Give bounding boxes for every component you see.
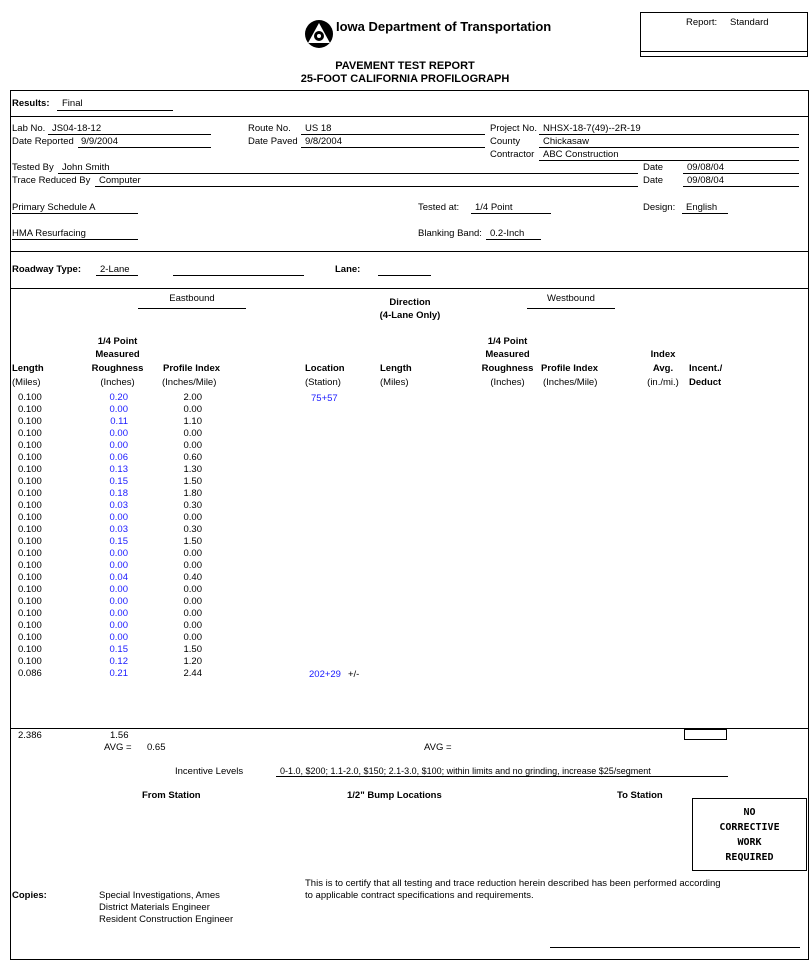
start-station: 75+57 xyxy=(311,393,338,404)
cell-rough: 0.00 xyxy=(109,560,128,571)
lane-label: Lane: xyxy=(335,264,361,275)
col-profile-index-unit: (Inches/Mile) xyxy=(162,377,217,388)
cell-length: 0.086 xyxy=(18,668,42,679)
notice-line-2: CORRECTIVE xyxy=(719,822,780,833)
col-index-unit: (in./mi.) xyxy=(647,377,679,388)
county: Chickasaw xyxy=(543,136,589,147)
cell-length: 0.100 xyxy=(18,452,42,463)
cell-rough: 0.18 xyxy=(109,488,128,499)
cell-length: 0.100 xyxy=(18,476,42,487)
date-reported: 9/9/2004 xyxy=(81,136,118,147)
agency-name: Iowa Department of Transportation xyxy=(336,19,552,34)
total-roughness: 1.56 xyxy=(110,730,129,741)
cell-pi: 0.00 xyxy=(183,596,202,607)
cell-rough: 0.13 xyxy=(109,464,128,475)
report-type-box xyxy=(640,12,808,57)
route-no: US 18 xyxy=(305,123,332,134)
date-label-2: Date xyxy=(643,175,664,186)
cell-length: 0.100 xyxy=(18,644,42,655)
cell-pi: 0.00 xyxy=(183,440,202,451)
dot-logo-icon xyxy=(304,19,334,49)
cell-pi: 0.00 xyxy=(183,620,202,631)
signature-line xyxy=(550,947,800,948)
incentive-levels: 0-1.0, $200; 1.1-2.0, $150; 2.1-3.0, $100; within limits and no grinding, increase $25/segment xyxy=(280,766,651,776)
notice-line-3: WORK xyxy=(737,837,762,848)
cell-pi: 1.50 xyxy=(183,476,202,487)
roadway-type: 2-Lane xyxy=(100,264,130,275)
cell-length: 0.100 xyxy=(18,488,42,499)
col-profile-index-2-unit: (Inches/Mile) xyxy=(543,377,598,388)
cell-rough: 0.15 xyxy=(109,476,128,487)
date-reported-label: Date Reported xyxy=(12,136,74,147)
contractor-label: Contractor xyxy=(490,149,535,160)
county-label: County xyxy=(490,136,521,147)
col-rough2-1: 1/4 Point xyxy=(487,336,528,347)
cell-rough: 0.03 xyxy=(109,500,128,511)
direction-label: Direction xyxy=(389,297,431,308)
cell-rough: 0.00 xyxy=(109,596,128,607)
end-station: 202+29 xyxy=(309,669,341,680)
results-label: Results: xyxy=(12,98,50,109)
date-tested: 09/08/04 xyxy=(687,162,724,173)
cell-pi: 0.40 xyxy=(183,572,202,583)
col-location: Location xyxy=(305,363,345,374)
col-length-2-unit: (Miles) xyxy=(380,377,409,388)
cell-length: 0.100 xyxy=(18,524,42,535)
cell-pi: 0.00 xyxy=(183,584,202,595)
cell-pi: 1.20 xyxy=(183,656,202,667)
col-rough2-3: Roughness xyxy=(481,363,534,374)
cell-pi: 0.00 xyxy=(183,608,202,619)
cell-pi: 1.30 xyxy=(183,464,202,475)
cell-pi: 1.80 xyxy=(183,488,202,499)
cell-length: 0.100 xyxy=(18,620,42,631)
cell-length: 0.100 xyxy=(18,512,42,523)
route-no-label: Route No. xyxy=(248,123,291,134)
cell-length: 0.100 xyxy=(18,464,42,475)
total-length: 2.386 xyxy=(18,730,42,741)
cell-rough: 0.12 xyxy=(109,656,128,667)
project-no: NHSX-18-7(49)--2R-19 xyxy=(543,123,641,134)
report-label: Report: xyxy=(686,17,718,28)
cell-pi: 0.30 xyxy=(183,500,202,511)
cell-rough: 0.20 xyxy=(109,392,128,403)
col-length-2: Length xyxy=(380,363,412,374)
cell-rough: 0.00 xyxy=(109,548,128,559)
col-rough-1: 1/4 Point xyxy=(97,336,138,347)
tested-at: 1/4 Point xyxy=(475,202,513,213)
col-length: Length xyxy=(12,363,44,374)
col-incent-1: Incent./ xyxy=(689,363,723,374)
avg-label-2: AVG = xyxy=(424,742,452,753)
cell-rough: 0.15 xyxy=(109,644,128,655)
cell-pi: 0.30 xyxy=(183,524,202,535)
col-rough2-2: Measured xyxy=(485,349,530,360)
report-value: Standard xyxy=(730,17,769,28)
cell-pi: 0.00 xyxy=(183,428,202,439)
eastbound-label: Eastbound xyxy=(169,293,215,304)
tested-at-label: Tested at: xyxy=(418,202,460,213)
cell-length: 0.100 xyxy=(18,536,42,547)
col-rough-3: Roughness xyxy=(91,363,144,374)
roadway-type-label: Roadway Type: xyxy=(12,264,81,275)
westbound-label: Westbound xyxy=(547,293,595,304)
cell-length: 0.100 xyxy=(18,428,42,439)
cell-rough: 0.04 xyxy=(109,572,128,583)
to-station-label: To Station xyxy=(617,790,663,801)
col-index-1: Index xyxy=(650,349,676,360)
avg-label: AVG = xyxy=(104,742,132,753)
cell-rough: 0.00 xyxy=(109,584,128,595)
report-frame xyxy=(10,90,809,960)
profile-index-column xyxy=(180,392,202,680)
cell-pi: 0.00 xyxy=(183,404,202,415)
lab-no: JS04-18-12 xyxy=(52,123,102,134)
notice-line-1: NO xyxy=(743,807,756,818)
avg-value: 0.65 xyxy=(147,742,166,753)
cell-length: 0.100 xyxy=(18,572,42,583)
report-title-2: 25-FOOT CALIFORNIA PROFILOGRAPH xyxy=(300,73,510,85)
blanking-band-label: Blanking Band: xyxy=(418,228,482,239)
cell-length: 0.100 xyxy=(18,392,42,403)
surfacing-type: HMA Resurfacing xyxy=(12,228,86,239)
lab-no-label: Lab No. xyxy=(12,123,46,134)
cell-length: 0.100 xyxy=(18,416,42,427)
from-station-label: From Station xyxy=(142,790,201,801)
cell-pi: 1.10 xyxy=(183,416,202,427)
cell-length: 0.100 xyxy=(18,500,42,511)
cell-pi: 2.44 xyxy=(183,668,202,679)
col-profile-index: Profile Index xyxy=(163,363,221,374)
cell-rough: 0.00 xyxy=(109,620,128,631)
cell-rough: 0.15 xyxy=(109,536,128,547)
trace-reduced: Computer xyxy=(99,175,141,186)
cell-rough: 0.11 xyxy=(110,416,128,427)
date-paved: 9/8/2004 xyxy=(305,136,342,147)
cell-length: 0.100 xyxy=(18,656,42,667)
contractor: ABC Construction xyxy=(543,149,619,160)
copies-label: Copies: xyxy=(12,890,47,901)
corrective-work-notice xyxy=(692,798,807,871)
col-rough-unit: (Inches) xyxy=(100,377,135,388)
design-label: Design: xyxy=(643,202,676,213)
date-label-1: Date xyxy=(643,162,664,173)
cell-rough: 0.06 xyxy=(109,452,128,463)
cell-rough: 0.00 xyxy=(109,608,128,619)
col-incent-2: Deduct xyxy=(689,377,722,388)
trace-reduced-label: Trace Reduced By xyxy=(12,175,91,186)
cell-length: 0.100 xyxy=(18,596,42,607)
cell-rough: 0.00 xyxy=(109,440,128,451)
cell-pi: 0.00 xyxy=(183,632,202,643)
cell-pi: 1.50 xyxy=(183,536,202,547)
cell-pi: 2.00 xyxy=(183,392,202,403)
copy-recipient-2: District Materials Engineer xyxy=(99,902,210,913)
cell-length: 0.100 xyxy=(18,548,42,559)
cell-rough: 0.00 xyxy=(109,428,128,439)
cell-pi: 0.60 xyxy=(183,452,202,463)
col-rough2-unit: (Inches) xyxy=(490,377,525,388)
col-rough-2: Measured xyxy=(95,349,140,360)
end-station-suffix: +/- xyxy=(348,669,360,680)
copy-recipient-1: Special Investigations, Ames xyxy=(99,890,220,901)
project-no-label: Project No. xyxy=(490,123,537,134)
col-profile-index-2: Profile Index xyxy=(541,363,599,374)
direction-sublabel: (4-Lane Only) xyxy=(379,310,441,321)
cell-pi: 1.50 xyxy=(183,644,202,655)
cell-length: 0.100 xyxy=(18,608,42,619)
cell-pi: 0.00 xyxy=(183,560,202,571)
primary-schedule: Primary Schedule A xyxy=(12,202,96,213)
cell-pi: 0.00 xyxy=(183,548,202,559)
cell-length: 0.100 xyxy=(18,440,42,451)
date-paved-label: Date Paved xyxy=(248,136,298,147)
blanking-band: 0.2-Inch xyxy=(490,228,525,239)
col-length-unit: (Miles) xyxy=(12,377,41,388)
incentive-label: Incentive Levels xyxy=(175,766,244,777)
incentive-total-box xyxy=(684,729,727,740)
cell-length: 0.100 xyxy=(18,560,42,571)
date-reduced: 09/08/04 xyxy=(687,175,724,186)
length-column xyxy=(18,392,42,680)
cell-rough: 0.03 xyxy=(109,524,128,535)
col-index-2: Avg. xyxy=(652,363,674,374)
report-title-1: PAVEMENT TEST REPORT xyxy=(335,60,475,72)
notice-line-4: REQUIRED xyxy=(725,852,774,863)
cell-length: 0.100 xyxy=(18,632,42,643)
tested-by-label: Tested By xyxy=(12,162,54,173)
cell-rough: 0.21 xyxy=(109,668,128,679)
certification-line-1: This is to certify that all testing and trace reduction herein described has been performed according xyxy=(305,878,721,889)
cell-length: 0.100 xyxy=(18,584,42,595)
cell-length: 0.100 xyxy=(18,404,42,415)
cell-rough: 0.00 xyxy=(109,404,128,415)
copy-recipient-3: Resident Construction Engineer xyxy=(99,914,234,925)
roughness-column xyxy=(100,392,128,680)
cell-rough: 0.00 xyxy=(109,512,128,523)
cell-pi: 0.00 xyxy=(183,512,202,523)
cell-rough: 0.00 xyxy=(109,632,128,643)
results-value: Final xyxy=(62,98,83,109)
col-location-unit: (Station) xyxy=(305,377,341,388)
tested-by: John Smith xyxy=(62,162,110,173)
certification-line-2: to applicable contract specifications and requirements. xyxy=(305,890,534,901)
design: English xyxy=(686,202,718,213)
bump-locations-label: 1/2" Bump Locations xyxy=(347,790,442,801)
